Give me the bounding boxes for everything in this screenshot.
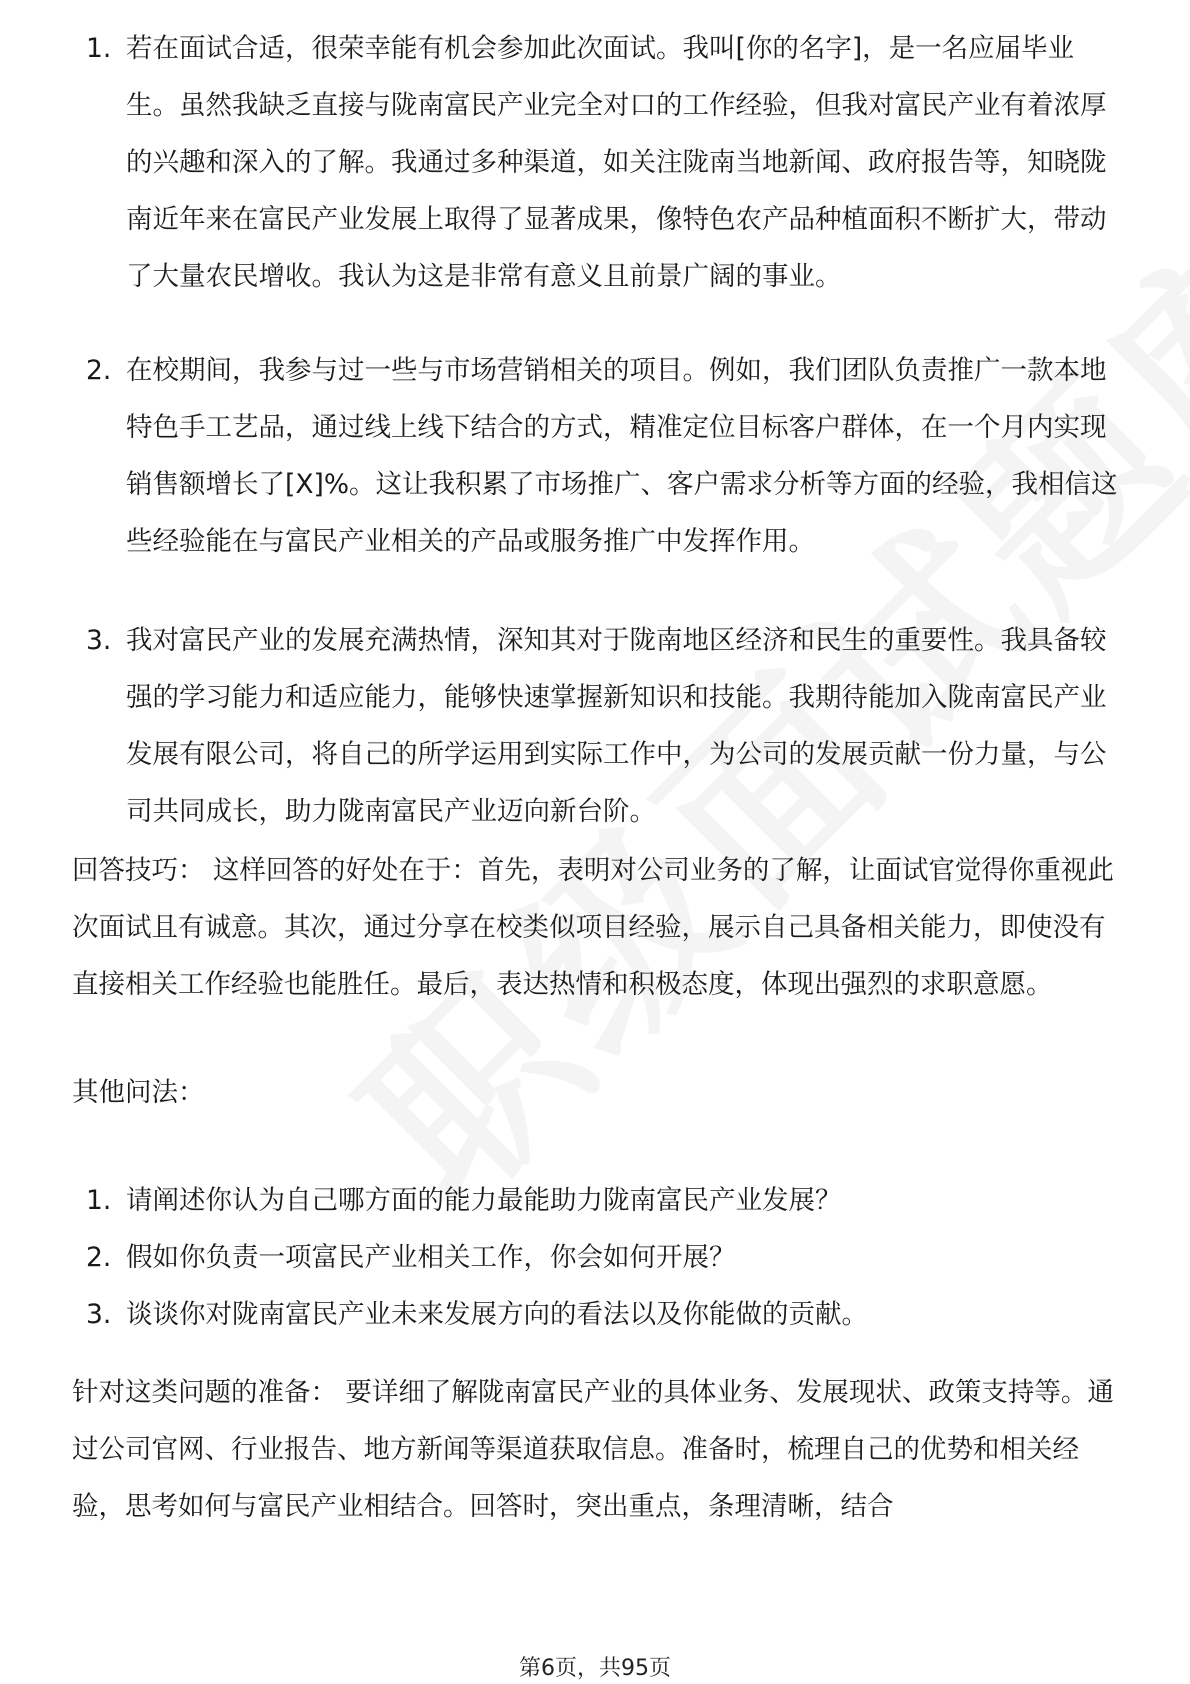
list-item: [78, 20, 1118, 305]
list-item-text: 我对富民产业的发展充满热情，深知其对于陇南地区经济和民生的重要性。我具备较强的学习能力和适应能力，能够快速掌握新知识和技能。我期待能加入陇南富民产业发展有限公司，将自己的所学运用到实际工作中，为公司的发展贡献一份力量，与公司共同成长，助力陇南富民产业迈向新台阶。: [126, 625, 1107, 827]
list-number: 2.: [86, 355, 112, 386]
list-item: [78, 1229, 1118, 1286]
preparation-advice: 针对这类问题的准备： 要详细了解陇南富民产业的具体业务、发展现状、政策支持等。通过公司官网、行业报告、地方新闻等渠道获取信息。准备时，梳理自己的优势和相关经验，思考如何与富民产业相结合。回答时，突出重点，条理清晰，结合: [72, 1377, 1114, 1522]
answer-list-continued: [78, 342, 1118, 570]
answer-tips: 回答技巧： 这样回答的好处在于：首先，表明对公司业务的了解，让面试官觉得你重视此次面试且有诚意。其次，通过分享在校类似项目经验，展示自己具备相关能力，即使没有直接相关工作经验也能胜任。最后，表达热情和积极态度，体现出强烈的求职意愿。: [72, 855, 1114, 1000]
list-number: 2.: [86, 1242, 112, 1273]
list-item-text: 假如你负责一项富民产业相关工作，你会如何开展？: [126, 1242, 736, 1273]
page-number: 第6页，共95页: [519, 1656, 671, 1681]
answer-list: [78, 20, 1118, 305]
list-number: 3.: [86, 625, 112, 656]
list-item: [78, 342, 1118, 570]
list-item-text: 请阐述你认为自己哪方面的能力最能助力陇南富民产业发展？: [126, 1185, 842, 1216]
list-item-text: 谈谈你对陇南富民产业未来发展方向的看法以及你能做的贡献。: [126, 1299, 868, 1330]
other-questions-heading: 其他问法：: [72, 1077, 205, 1108]
list-item: [78, 1172, 1118, 1229]
list-item-text: 若在面试合适，很荣幸能有机会参加此次面试。我叫[你的名字]，是一名应届毕业生。虽然我缺乏直接与陇南富民产业完全对口的工作经验，但我对富民产业有着浓厚的兴趣和深入的了解。我通过多种渠道，如关注陇南当地新闻、政府报告等，知晓陇南近年来在富民产业发展上取得了显著成果，像特色农产品种植面积不断扩大，带动了大量农民增收。我认为这是非常有意义且前景广阔的事业。: [126, 33, 1107, 292]
list-item: [78, 612, 1118, 840]
list-number: 1.: [86, 1185, 112, 1216]
other-questions-list: [78, 1172, 1118, 1343]
list-item-text: 在校期间，我参与过一些与市场营销相关的项目。例如，我们团队负责推广一款本地特色手工艺品，通过线上线下结合的方式，精准定位目标客户群体，在一个月内实现销售额增长了[X]%。这让我积累了市场推广、客户需求分析等方面的经验，我相信这些经验能在与富民产业相关的产品或服务推广中发挥作用。: [126, 355, 1118, 557]
list-item: [78, 1286, 1118, 1343]
list-number: 1.: [86, 33, 112, 64]
list-number: 3.: [86, 1299, 112, 1330]
answer-list-continued: [78, 612, 1118, 840]
